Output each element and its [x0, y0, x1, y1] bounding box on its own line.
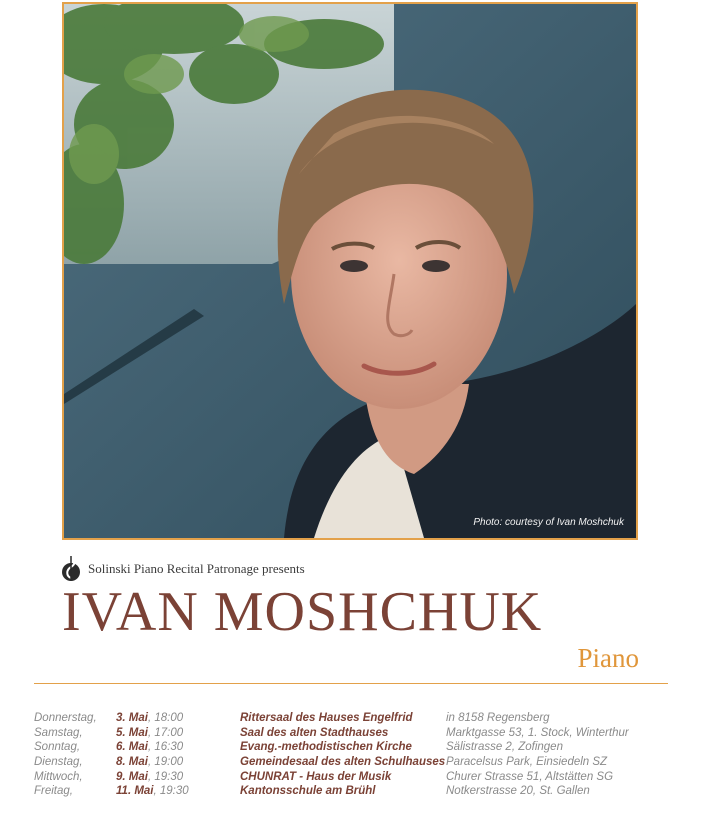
portrait-illustration	[64, 4, 636, 538]
schedule-address: Paracelsus Park, Einsiedeln SZ	[446, 756, 608, 769]
schedule-day: Samstag,	[34, 726, 83, 739]
schedule-date-time	[116, 771, 183, 783]
schedule-time: , 19:00	[147, 756, 184, 769]
schedule-day: Mittwoch,	[34, 770, 83, 783]
schedule-date: 6. Mai	[116, 741, 148, 754]
schedule-date: 11. Mai	[116, 785, 154, 798]
instrument-label: Piano	[577, 643, 639, 673]
schedule-date-time	[116, 741, 183, 753]
schedule-venue: Rittersaal des Hauses Engelfrid	[240, 712, 413, 724]
schedule-day: Freitag,	[34, 785, 73, 798]
divider	[34, 683, 668, 684]
schedule-date-time	[116, 756, 183, 768]
schedule-venue: Evang.-methodistischen Kirche	[240, 741, 412, 754]
treble-clef-logo-icon	[60, 554, 82, 584]
schedule-venue: Kantonsschule am Brühl	[240, 785, 376, 798]
schedule-time: , 16:30	[147, 741, 184, 754]
schedule-date: 9. Mai	[116, 770, 148, 783]
schedule-date-time	[116, 712, 183, 724]
schedule-date-time	[116, 785, 189, 797]
schedule-time: , 19:30	[153, 785, 189, 798]
schedule-venue: Gemeindesaal des alten Schulhauses	[240, 756, 446, 769]
artist-name: IVAN MOSHCHUK	[62, 581, 543, 643]
schedule-date: 8. Mai	[116, 756, 148, 769]
schedule-address: in 8158 Regensberg	[446, 712, 550, 724]
photo-credit: Photo: courtesy of Ivan Moshchuk	[473, 517, 624, 528]
schedule-date: 3. Mai	[116, 712, 148, 724]
presenter-text: Solinski Piano Recital Patronage presents	[88, 561, 305, 576]
schedule-venue: Saal des alten Stadthauses	[240, 726, 389, 739]
schedule-day: Dienstag,	[34, 756, 83, 769]
schedule-date-time	[116, 727, 183, 739]
schedule-day: Sonntag,	[34, 741, 81, 754]
schedule-date: 5. Mai	[116, 726, 148, 739]
schedule-address: Notkerstrasse 20, St. Gallen	[446, 785, 590, 798]
schedule-address: Sälistrasse 2, Zofingen	[446, 741, 563, 754]
schedule-address: Churer Strasse 51, Altstätten SG	[446, 770, 614, 783]
schedule-day: Donnerstag,	[34, 712, 97, 724]
schedule-time: , 19:30	[147, 770, 184, 783]
artist-photo	[62, 2, 638, 540]
schedule-address: Marktgasse 53, 1. Stock, Winterthur	[446, 726, 629, 739]
schedule-time: , 17:00	[147, 726, 184, 739]
schedule-time: , 18:00	[147, 712, 184, 724]
schedule-venue: CHUNRAT - Haus der Musik	[240, 770, 392, 783]
